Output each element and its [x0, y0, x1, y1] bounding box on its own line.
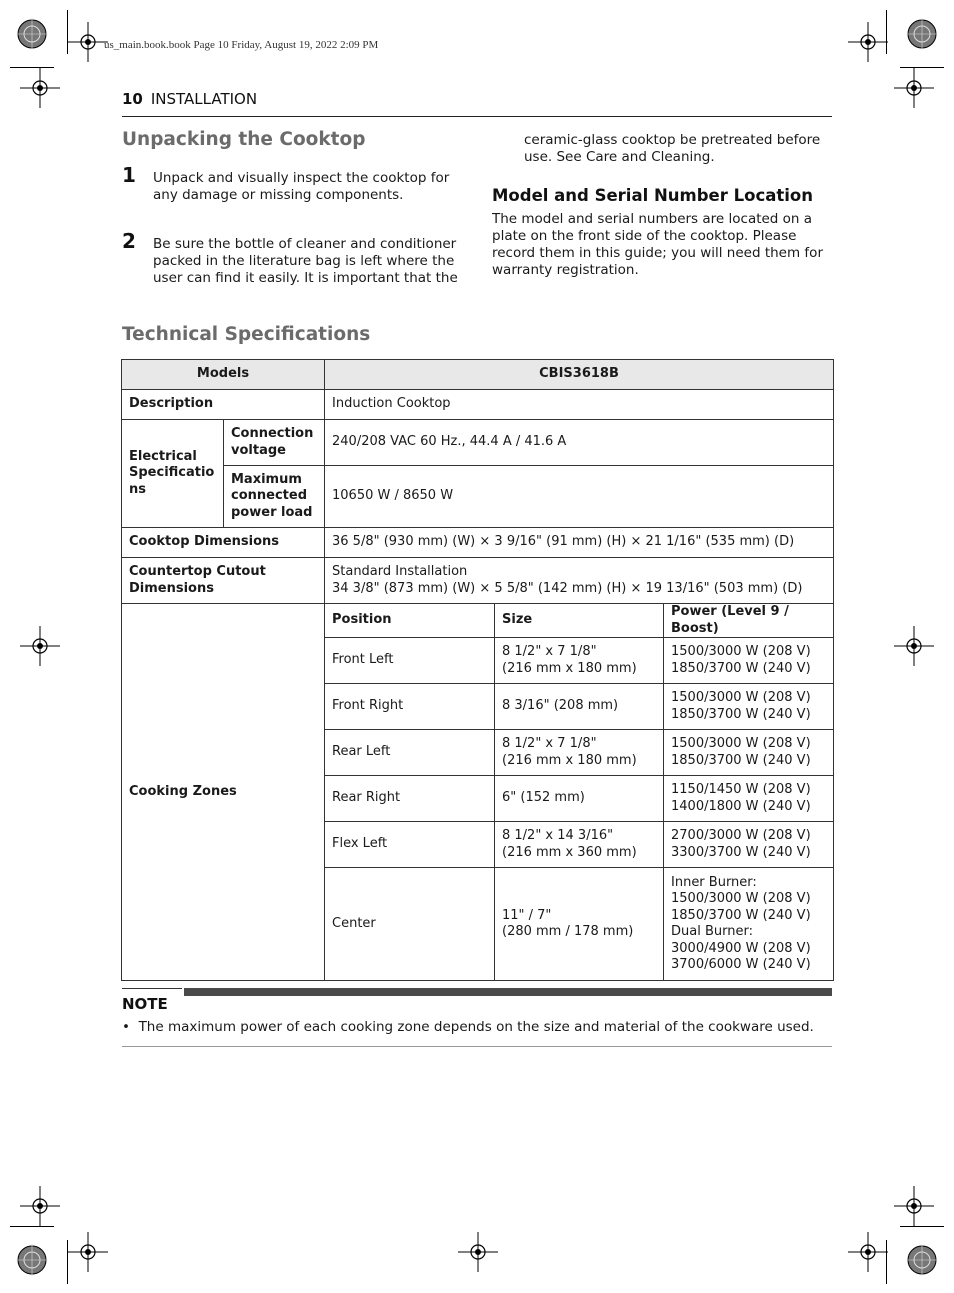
cooking-zones-label-cell: Cooking Zones	[122, 604, 325, 981]
crosshair-mark-icon	[458, 1232, 498, 1272]
model-serial-heading: Model and Serial Number Location	[492, 186, 814, 205]
crosshair-mark-icon	[894, 1186, 934, 1226]
section-title: INSTALLATION	[150, 90, 258, 108]
note-rule-left	[122, 988, 182, 989]
electrical-label-cell: Electrical Specificatio ns	[122, 420, 224, 528]
table-row	[122, 528, 834, 558]
table-row	[122, 360, 834, 390]
connection-voltage-label-cell: Connection voltage	[224, 420, 325, 466]
zone-header-cell: Power (Level 9 / Boost)	[664, 604, 834, 638]
connection-voltage-cell: 240/208 VAC 60 Hz., 44.4 A / 41.6 A	[325, 420, 834, 466]
zone-power-cell: 1150/1450 W (208 V) 1400/1800 W (240 V)	[664, 776, 834, 822]
tech-specs-heading: Technical Specifications	[122, 324, 371, 345]
cooktop-dim-cell: 36 5/8" (930 mm) (W) × 3 9/16" (91 mm) (H) × 21 1/16" (535 mm) (D)	[325, 528, 834, 558]
note-bar	[184, 988, 832, 996]
registration-mark-icon	[10, 1238, 54, 1282]
cutout-cell: Standard Installation 34 3/8" (873 mm) (W) × 5 5/8" (142 mm) (H) × 19 13/16" (503 mm) (D)	[325, 558, 834, 604]
zone-size-cell: 11" / 7" (280 mm / 178 mm)	[495, 868, 664, 981]
crosshair-mark-icon	[20, 68, 60, 108]
zone-power-cell: 1500/3000 W (208 V) 1850/3700 W (240 V)	[664, 684, 834, 730]
zone-header-cell: Size	[495, 604, 664, 638]
unpacking-heading: Unpacking the Cooktop	[122, 129, 366, 150]
crosshair-mark-icon	[20, 626, 60, 666]
registration-mark-icon	[10, 12, 54, 56]
model-header-cell: CBIS3618B	[325, 360, 834, 390]
step-text: Be sure the bottle of cleaner and conditioner packed in the literature bag is left where the user can find it easily. It is important that the	[153, 236, 458, 286]
crosshair-mark-icon	[68, 22, 108, 62]
page-number: 10	[122, 90, 143, 108]
table-row	[122, 390, 834, 420]
note-text: • The maximum power of each cooking zone depends on the size and material of the cookware used.	[122, 1019, 814, 1035]
crosshair-mark-icon	[20, 1186, 60, 1226]
bullet-icon: •	[122, 1019, 130, 1035]
crosshair-mark-icon	[894, 626, 934, 666]
max-load-cell: 10650 W / 8650 W	[325, 466, 834, 528]
max-load-label-cell: Maximum connected power load	[224, 466, 325, 528]
print-slug-line: us_main.book.book Page 10 Friday, August 19, 2022 2:09 PM	[104, 39, 379, 51]
crosshair-mark-icon	[848, 22, 888, 62]
description-cell: Induction Cooktop	[325, 390, 834, 420]
step-text: Unpack and visually inspect the cooktop for any damage or missing components.	[153, 170, 450, 203]
table-row	[122, 604, 834, 638]
step-number: 2	[122, 229, 136, 253]
table-row	[122, 420, 834, 466]
zone-power-cell: 1500/3000 W (208 V) 1850/3700 W (240 V)	[664, 730, 834, 776]
zone-header-cell: Position	[325, 604, 495, 638]
zone-position-cell: Flex Left	[325, 822, 495, 868]
crosshair-mark-icon	[848, 1232, 888, 1272]
page-header	[122, 90, 257, 108]
cooktop-dim-label-cell: Cooktop Dimensions	[122, 528, 325, 558]
registration-mark-icon	[900, 12, 944, 56]
note-title: NOTE	[122, 995, 168, 1013]
zone-size-cell: 8 3/16" (208 mm)	[495, 684, 664, 730]
zone-size-cell: 6" (152 mm)	[495, 776, 664, 822]
zone-size-cell: 8 1/2" x 7 1/8" (216 mm x 180 mm)	[495, 730, 664, 776]
step-number: 1	[122, 163, 136, 187]
zone-position-cell: Front Right	[325, 684, 495, 730]
crosshair-mark-icon	[68, 1232, 108, 1272]
zone-power-cell: 1500/3000 W (208 V) 1850/3700 W (240 V)	[664, 638, 834, 684]
crosshair-mark-icon	[894, 68, 934, 108]
zone-power-cell: 2700/3000 W (208 V) 3300/3700 W (240 V)	[664, 822, 834, 868]
model-serial-text: The model and serial numbers are located on a plate on the front side of the cooktop. Please record them in this guide; you will need them for warranty registration.	[492, 211, 823, 278]
zone-position-cell: Rear Left	[325, 730, 495, 776]
description-label-cell: Description	[122, 390, 325, 420]
registration-mark-icon	[900, 1238, 944, 1282]
table-row	[122, 558, 834, 604]
spec-table	[121, 359, 834, 981]
zone-size-cell: 8 1/2" x 14 3/16" (216 mm x 360 mm)	[495, 822, 664, 868]
zone-position-cell: Front Left	[325, 638, 495, 684]
zone-position-cell: Center	[325, 868, 495, 981]
cutout-label-cell: Countertop Cutout Dimensions	[122, 558, 325, 604]
zone-position-cell: Rear Right	[325, 776, 495, 822]
header-divider	[122, 116, 832, 117]
step-continued-text: ceramic-glass cooktop be pretreated before use. See Care and Cleaning.	[524, 132, 821, 165]
note-bottom-rule	[122, 1046, 832, 1047]
models-header-cell: Models	[122, 360, 325, 390]
table-row	[122, 466, 834, 528]
zone-power-cell: Inner Burner: 1500/3000 W (208 V) 1850/3700 W (240 V) Dual Burner: 3000/4900 W (208 V) 3700/6000 W (240 V)	[664, 868, 834, 981]
zone-size-cell: 8 1/2" x 7 1/8" (216 mm x 180 mm)	[495, 638, 664, 684]
